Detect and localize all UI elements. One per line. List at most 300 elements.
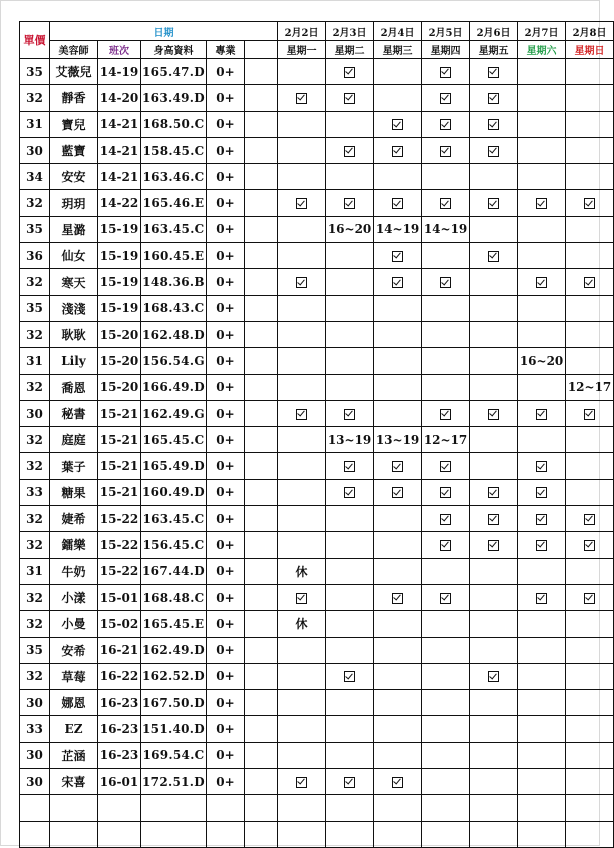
day-cell <box>566 742 614 768</box>
day-cell: 12~17 <box>422 427 470 453</box>
day-cell <box>518 427 566 453</box>
day-cell <box>278 216 326 242</box>
price-cell: 32 <box>20 611 50 637</box>
day-cell <box>278 532 326 558</box>
day-cell <box>518 637 566 663</box>
table-row <box>20 190 614 216</box>
table-row <box>20 690 614 716</box>
blank-cell <box>245 374 278 400</box>
day-cell <box>374 453 422 479</box>
spec-cell: 0+ <box>207 190 245 216</box>
date-header-cell: 2月3日 <box>326 22 374 41</box>
checkbox-icon <box>344 671 355 682</box>
empty-cell <box>141 795 207 821</box>
day-cell: 13~19 <box>326 427 374 453</box>
day-cell <box>422 400 470 426</box>
day-cell <box>422 295 470 321</box>
checkbox-icon <box>584 514 595 525</box>
checkbox-icon <box>344 777 355 788</box>
spec-cell: 0+ <box>207 111 245 137</box>
info-cell: 167.44.D <box>141 558 207 584</box>
table-row <box>20 400 614 426</box>
table-row <box>20 479 614 505</box>
spec-cell: 0+ <box>207 611 245 637</box>
empty-cell <box>422 795 470 821</box>
day-cell <box>422 348 470 374</box>
day-cell <box>326 690 374 716</box>
empty-cell <box>326 795 374 821</box>
name-cell: 星潞 <box>50 216 98 242</box>
name-cell: 寶兒 <box>50 111 98 137</box>
checkbox-icon <box>392 487 403 498</box>
checkbox-icon <box>488 67 499 78</box>
day-cell <box>518 584 566 610</box>
blank-cell <box>245 164 278 190</box>
spec-cell: 0+ <box>207 558 245 584</box>
name-cell: 草莓 <box>50 663 98 689</box>
empty-cell <box>566 795 614 821</box>
day-cell <box>278 584 326 610</box>
price-cell: 32 <box>20 269 50 295</box>
header-row-2 <box>20 41 614 59</box>
day-cell <box>326 59 374 85</box>
day-cell <box>326 85 374 111</box>
table-row <box>20 769 614 795</box>
name-cell: 玥玥 <box>50 190 98 216</box>
table-row <box>20 558 614 584</box>
day-cell: 12~17 <box>566 374 614 400</box>
day-cell <box>470 663 518 689</box>
day-cell <box>326 321 374 347</box>
price-cell: 33 <box>20 716 50 742</box>
day-cell <box>566 584 614 610</box>
day-cell <box>566 295 614 321</box>
info-cell: 165.45.C <box>141 427 207 453</box>
price-cell: 35 <box>20 59 50 85</box>
shift-cell: 15-19 <box>98 243 141 269</box>
day-cell <box>374 690 422 716</box>
checkbox-icon <box>344 198 355 209</box>
spec-cell: 0+ <box>207 243 245 269</box>
day-cell <box>422 269 470 295</box>
spec-cell: 0+ <box>207 59 245 85</box>
day-cell <box>518 321 566 347</box>
day-cell <box>518 59 566 85</box>
name-cell: 靜香 <box>50 85 98 111</box>
day-cell <box>326 479 374 505</box>
day-cell <box>374 611 422 637</box>
spec-cell: 0+ <box>207 663 245 689</box>
table-row <box>20 348 614 374</box>
day-cell <box>470 137 518 163</box>
day-cell <box>566 479 614 505</box>
name-cell: 鐳樂 <box>50 532 98 558</box>
blank-cell <box>245 427 278 453</box>
checkbox-icon <box>488 409 499 420</box>
day-cell <box>518 111 566 137</box>
day-cell <box>518 769 566 795</box>
checkbox-icon <box>392 198 403 209</box>
info-cell: 163.45.C <box>141 216 207 242</box>
day-cell <box>278 243 326 269</box>
price-cell: 35 <box>20 637 50 663</box>
day-cell <box>326 400 374 426</box>
date-header-cell: 2月5日 <box>422 22 470 41</box>
day-cell <box>518 137 566 163</box>
table-row <box>20 611 614 637</box>
shift-cell: 16-01 <box>98 769 141 795</box>
checkbox-icon <box>296 593 307 604</box>
empty-cell <box>20 821 50 847</box>
price-cell: 32 <box>20 584 50 610</box>
day-cell <box>278 742 326 768</box>
info-cell: 156.54.G <box>141 348 207 374</box>
spec-cell: 0+ <box>207 269 245 295</box>
spec-cell: 0+ <box>207 479 245 505</box>
day-cell <box>470 479 518 505</box>
spec-cell: 0+ <box>207 374 245 400</box>
checkbox-icon <box>344 409 355 420</box>
price-cell: 32 <box>20 321 50 347</box>
day-cell <box>470 59 518 85</box>
blank-cell <box>245 479 278 505</box>
day-cell <box>422 85 470 111</box>
table-row <box>20 85 614 111</box>
day-cell <box>470 427 518 453</box>
checkbox-icon <box>536 487 547 498</box>
name-cell: 仙女 <box>50 243 98 269</box>
info-cell: 151.40.D <box>141 716 207 742</box>
empty-cell <box>326 821 374 847</box>
day-cell <box>278 479 326 505</box>
shift-cell: 16-23 <box>98 716 141 742</box>
day-cell <box>374 111 422 137</box>
table-row <box>20 243 614 269</box>
info-cell: 167.50.D <box>141 690 207 716</box>
name-header: 美容師 <box>50 41 98 59</box>
day-cell <box>470 374 518 400</box>
info-cell: 169.54.C <box>141 742 207 768</box>
blank-cell <box>245 216 278 242</box>
info-cell: 163.49.D <box>141 85 207 111</box>
table-row <box>20 742 614 768</box>
day-cell <box>278 374 326 400</box>
schedule-body <box>20 59 614 848</box>
empty-cell <box>470 821 518 847</box>
shift-cell: 15-20 <box>98 348 141 374</box>
day-cell <box>518 611 566 637</box>
date-header-cell: 2月8日 <box>566 22 614 41</box>
day-cell <box>278 400 326 426</box>
day-cell <box>422 558 470 584</box>
date-header-cell: 2月4日 <box>374 22 422 41</box>
day-cell <box>518 479 566 505</box>
info-cell: 162.49.G <box>141 400 207 426</box>
checkbox-icon <box>440 461 451 472</box>
name-cell: 小漾 <box>50 584 98 610</box>
table-row <box>20 269 614 295</box>
checkbox-icon <box>296 277 307 288</box>
checkbox-icon <box>584 277 595 288</box>
checkbox-icon <box>536 198 547 209</box>
checkbox-icon <box>296 198 307 209</box>
date-header-cell: 2月2日 <box>278 22 326 41</box>
price-cell: 32 <box>20 190 50 216</box>
spec-cell: 0+ <box>207 427 245 453</box>
day-cell <box>518 663 566 689</box>
name-cell: EZ <box>50 716 98 742</box>
price-cell: 30 <box>20 137 50 163</box>
day-cell <box>374 269 422 295</box>
empty-row <box>20 795 614 821</box>
day-cell: 16~20 <box>326 216 374 242</box>
name-cell: 婕希 <box>50 506 98 532</box>
day-cell <box>518 216 566 242</box>
day-cell <box>278 164 326 190</box>
table-row <box>20 637 614 663</box>
weekday-header: 星期四 <box>422 41 470 59</box>
day-cell <box>278 295 326 321</box>
price-cell: 32 <box>20 427 50 453</box>
spec-cell: 0+ <box>207 85 245 111</box>
day-cell <box>326 190 374 216</box>
weekday-header: 星期一 <box>278 41 326 59</box>
table-row <box>20 663 614 689</box>
shift-cell: 16-23 <box>98 690 141 716</box>
day-cell <box>422 637 470 663</box>
day-cell <box>422 321 470 347</box>
info-cell: 160.45.E <box>141 243 207 269</box>
day-cell <box>326 164 374 190</box>
day-cell <box>470 637 518 663</box>
blank-cell <box>245 295 278 321</box>
day-cell <box>470 506 518 532</box>
checkbox-icon <box>296 93 307 104</box>
table-row <box>20 295 614 321</box>
day-cell <box>374 506 422 532</box>
checkbox-icon <box>488 540 499 551</box>
checkbox-icon <box>440 540 451 551</box>
checkbox-icon <box>344 146 355 157</box>
day-cell <box>470 348 518 374</box>
empty-cell <box>374 795 422 821</box>
name-cell: 耿耿 <box>50 321 98 347</box>
name-cell: 牛奶 <box>50 558 98 584</box>
day-cell <box>566 716 614 742</box>
info-cell: 160.49.D <box>141 479 207 505</box>
day-cell <box>326 716 374 742</box>
shift-cell: 16-22 <box>98 663 141 689</box>
spec-cell: 0+ <box>207 216 245 242</box>
checkbox-icon <box>488 119 499 130</box>
day-cell <box>374 716 422 742</box>
shift-header: 班次 <box>98 41 141 59</box>
day-cell <box>374 59 422 85</box>
shift-cell: 15-21 <box>98 453 141 479</box>
day-cell <box>470 85 518 111</box>
day-cell <box>566 164 614 190</box>
day-cell <box>278 348 326 374</box>
checkbox-icon <box>440 93 451 104</box>
spec-cell: 0+ <box>207 164 245 190</box>
day-cell <box>566 321 614 347</box>
day-cell <box>422 453 470 479</box>
day-cell <box>566 111 614 137</box>
day-cell: 14~19 <box>422 216 470 242</box>
day-cell <box>326 558 374 584</box>
day-cell <box>326 742 374 768</box>
day-cell <box>278 690 326 716</box>
empty-cell <box>422 821 470 847</box>
spec-cell: 0+ <box>207 453 245 479</box>
blank-cell <box>245 611 278 637</box>
day-cell <box>278 663 326 689</box>
blank-cell <box>245 400 278 426</box>
day-cell <box>326 374 374 400</box>
day-cell <box>374 769 422 795</box>
day-cell <box>422 479 470 505</box>
day-cell <box>278 506 326 532</box>
day-cell <box>326 348 374 374</box>
day-cell: 16~20 <box>518 348 566 374</box>
info-cell: 156.45.C <box>141 532 207 558</box>
day-cell <box>566 400 614 426</box>
blank-cell <box>245 321 278 347</box>
table-row <box>20 137 614 163</box>
table-row <box>20 427 614 453</box>
table-row <box>20 111 614 137</box>
checkbox-icon <box>392 777 403 788</box>
day-cell <box>566 453 614 479</box>
checkbox-icon <box>392 593 403 604</box>
info-cell: 165.49.D <box>141 453 207 479</box>
empty-cell <box>374 821 422 847</box>
day-cell <box>374 637 422 663</box>
info-cell: 158.45.C <box>141 137 207 163</box>
checkbox-icon <box>584 593 595 604</box>
price-cell: 30 <box>20 690 50 716</box>
day-cell <box>278 769 326 795</box>
name-cell: 小曼 <box>50 611 98 637</box>
name-cell: 安安 <box>50 164 98 190</box>
day-cell <box>566 637 614 663</box>
shift-cell: 15-19 <box>98 269 141 295</box>
empty-cell <box>50 821 98 847</box>
day-cell <box>326 584 374 610</box>
empty-cell <box>98 795 141 821</box>
day-cell <box>422 611 470 637</box>
day-cell <box>422 584 470 610</box>
day-cell <box>422 690 470 716</box>
price-cell: 32 <box>20 506 50 532</box>
shift-cell: 15-21 <box>98 427 141 453</box>
day-cell <box>326 453 374 479</box>
day-cell <box>518 243 566 269</box>
day-cell <box>326 137 374 163</box>
checkbox-icon <box>440 198 451 209</box>
table-row <box>20 374 614 400</box>
info-cell: 162.52.D <box>141 663 207 689</box>
blank-cell <box>245 716 278 742</box>
name-cell: 秘書 <box>50 400 98 426</box>
weekday-header-sunday: 星期日 <box>566 41 614 59</box>
checkbox-icon <box>344 487 355 498</box>
day-cell <box>518 85 566 111</box>
day-cell <box>278 427 326 453</box>
spec-header: 專業 <box>207 41 245 59</box>
day-cell <box>470 690 518 716</box>
day-cell <box>278 453 326 479</box>
name-cell: 寒天 <box>50 269 98 295</box>
day-cell <box>374 400 422 426</box>
name-cell: 艾薇兒 <box>50 59 98 85</box>
weekday-header: 星期五 <box>470 41 518 59</box>
day-cell: 休 <box>278 558 326 584</box>
day-cell <box>470 164 518 190</box>
info-cell: 162.49.D <box>141 637 207 663</box>
blank-cell <box>245 190 278 216</box>
info-cell: 165.47.D <box>141 59 207 85</box>
day-cell <box>422 742 470 768</box>
spec-cell: 0+ <box>207 137 245 163</box>
day-cell <box>566 59 614 85</box>
spec-cell: 0+ <box>207 506 245 532</box>
empty-cell <box>207 795 245 821</box>
day-cell <box>422 506 470 532</box>
spec-cell: 0+ <box>207 348 245 374</box>
blank-cell <box>245 348 278 374</box>
empty-cell <box>566 821 614 847</box>
day-cell <box>374 137 422 163</box>
blank-cell <box>245 269 278 295</box>
checkbox-icon <box>440 593 451 604</box>
checkbox-icon <box>584 409 595 420</box>
info-cell: 168.43.C <box>141 295 207 321</box>
checkbox-icon <box>536 593 547 604</box>
blank-cell <box>245 584 278 610</box>
shift-cell: 15-19 <box>98 216 141 242</box>
spec-cell: 0+ <box>207 584 245 610</box>
blank-cell <box>245 532 278 558</box>
name-cell: Lily <box>50 348 98 374</box>
checkbox-icon <box>584 198 595 209</box>
checkbox-icon <box>296 409 307 420</box>
checkbox-icon <box>392 277 403 288</box>
date-header-cell: 2月7日 <box>518 22 566 41</box>
day-cell <box>374 295 422 321</box>
header-row-1 <box>20 22 614 41</box>
checkbox-icon <box>392 119 403 130</box>
day-cell <box>470 584 518 610</box>
day-cell <box>278 111 326 137</box>
spec-cell: 0+ <box>207 295 245 321</box>
name-cell: 宋喜 <box>50 769 98 795</box>
shift-cell: 14-22 <box>98 190 141 216</box>
shift-cell: 15-01 <box>98 584 141 610</box>
day-cell <box>566 506 614 532</box>
blank-cell <box>245 637 278 663</box>
checkbox-icon <box>488 198 499 209</box>
day-cell <box>326 295 374 321</box>
day-cell <box>278 716 326 742</box>
checkbox-icon <box>536 514 547 525</box>
empty-cell <box>278 821 326 847</box>
day-cell <box>566 216 614 242</box>
checkbox-icon <box>488 487 499 498</box>
day-cell <box>518 742 566 768</box>
price-cell: 30 <box>20 742 50 768</box>
blank-cell <box>245 59 278 85</box>
